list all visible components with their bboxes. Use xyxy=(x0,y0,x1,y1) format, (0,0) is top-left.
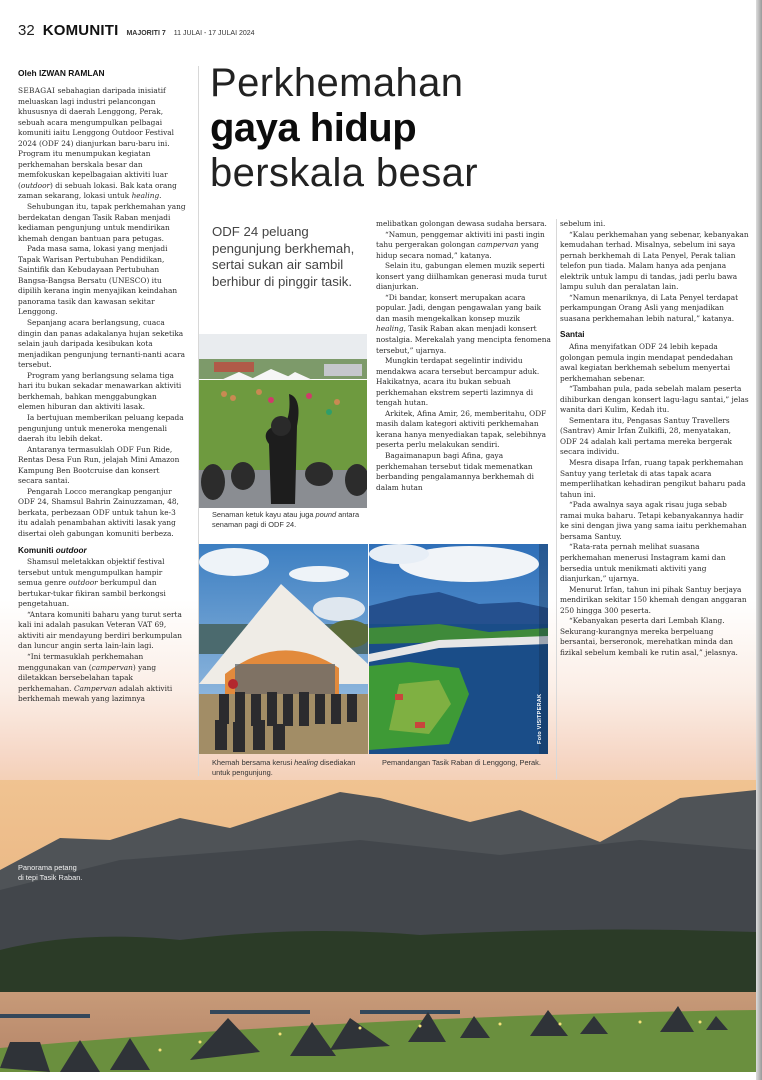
italic-term: outdoor xyxy=(68,578,98,588)
text-run: sebahagian daripada inisiatif meluaskan lagi industri pelancongan khususnya di daerah Lenggong, Perak, sebuah acara mengumpulkan pelbagai komuniti iaitu Lenggong Outdoor Festival 2024 (ODF 24) dianjurkan baru-baru ini. Program itu menumpukan kegiatan perkhemahan berskala besar dan memfokuskan kepelbagaian aktiviti luar ( xyxy=(18,86,174,190)
paragraph: Mungkin terdapat segelintir individu mendakwa acara tersebut bercampur aduk. Hakikatnya, acara itu bukan sebuah perkhemahan ekstrem seperti lazimnya di tengah hutan. xyxy=(376,356,540,408)
italic-term: Campervan xyxy=(73,683,117,693)
paragraph: sebelum ini. xyxy=(560,219,606,228)
paragraph: Sehubungan itu, tapak perkhemahan yang berdekatan dengan Tasik Raban menjadi kediaman pengunjung untuk mendirikan khemah dengan bantuan para petugas. xyxy=(18,202,186,243)
paragraph xyxy=(376,230,552,262)
article-column-3 xyxy=(376,219,552,493)
paragraph: Mesra disapa Irfan, ruang tapak perkhemahan Santuy yang terletak di atas tapak acara memperlihatkan kehadiran pengikut baharu pada tahun ini. xyxy=(560,458,746,499)
caption-text: Khemah bersama kerusi xyxy=(212,758,295,767)
paragraph: Bagaimanapun bagi Afina, gaya perkhemahan tersebut tidak memenatkan berbanding pengalamannya berkhemah di dalam hutan xyxy=(376,451,534,492)
paragraph xyxy=(18,557,186,610)
text-run: . xyxy=(159,191,162,201)
paragraph xyxy=(376,293,552,356)
tent-scene-image xyxy=(199,544,368,754)
article-column-4 xyxy=(560,219,750,658)
lead-word: SEBAGAI xyxy=(18,86,56,95)
italic-term: healing xyxy=(131,191,160,201)
subheading-komuniti-outdoor xyxy=(18,546,186,557)
caption-panorama xyxy=(18,863,82,883)
photo-exercise-session xyxy=(199,334,367,508)
paragraph: Sementara itu, Pengasas Santuy Travellers (Santrav) Amir Irfan Zulkifli, 28, menyatakan, ODF 24 adalah kali pertama mereka bergerak secara individu. xyxy=(560,415,732,457)
caption-text: antara senaman pagi di ODF 24. xyxy=(212,510,360,529)
caption-exercise xyxy=(212,510,368,529)
byline: Oleh IZWAN RAMLAN xyxy=(18,68,105,78)
article-column-1 xyxy=(18,68,186,705)
italic-term: healing xyxy=(376,324,404,334)
publication-name: MAJORITI 7 xyxy=(126,30,166,37)
subheading-santai: Santai xyxy=(560,330,585,340)
paragraph: Selain itu, gabungan elemen muzik seperti konsert yang diilhamkan generasi muda turut dianjurkan. xyxy=(376,261,547,292)
publication-date: 11 JULAI - 17 JULAI 2024 xyxy=(173,30,255,37)
body-text xyxy=(18,86,186,705)
headline xyxy=(210,60,550,196)
paragraph: Pengarah Locco merangkap penganjur ODF 24, Shamsul Bahrin Zainuzzaman, 48, berkata, perbezaan ODF untuk tahun ke-3 itu adalah penambahan aktiviti lasak yang disertai oleh gabungan komuniti berbeza. xyxy=(18,486,179,538)
subheading-text: Komuniti xyxy=(18,545,56,555)
paragraph xyxy=(18,652,186,705)
text-run: Shamsul meletakkan objektif festival tersebut untuk mengumpulkan hampir semua genre xyxy=(18,557,165,588)
text-run: ) di sebuah lokasi. Bak kata orang zaman sekarang, lokasi untuk xyxy=(18,180,177,201)
paragraph xyxy=(18,86,186,202)
page-number: 32 xyxy=(18,22,35,39)
photo-credit: Foto VISITPERAK xyxy=(537,693,543,744)
paragraph: Afina menyifatkan ODF 24 lebih kepada golongan pemula ingin mendapat pendedahan awal kegiatan berkhemah sebelum menyertai perkhemahan sebenar. xyxy=(560,342,733,383)
caption-line: Panorama petang xyxy=(18,863,77,872)
subheading-italic: outdoor xyxy=(55,545,87,555)
paragraph: “Pada awalnya saya agak risau juga sebab ramai muka baharu. Tetapi kebanyakannya hadir ke sini dengan jiwa yang sama iaitu perkhemahan bersama Santuy. xyxy=(560,500,747,541)
text-run: adalah aktiviti berkhemah mewah yang lazimnya xyxy=(18,683,173,704)
paragraph: “Namun menariknya, di Lata Penyel terdapat perkampungan Orang Asli yang menjadikan suasana perkhemahan lebih natural,” katanya. xyxy=(560,292,739,323)
page-header xyxy=(18,22,255,39)
paragraph: Ia bertujuan memberikan peluang kepada pengunjung untuk meneroka mengenali daerah itu lebih dekat. xyxy=(18,412,184,444)
text-run: ) yang diletakkan bersebelahan tapak perkhemahan. xyxy=(18,662,157,693)
paragraph: Program yang berlangsung selama tiga hari itu bukan sekadar menawarkan aktiviti berkhemah, bahkan menggabungkan elemen hiburan dan aktiviti lasak. xyxy=(18,370,182,412)
caption-tent xyxy=(212,758,368,777)
paragraph: “Kebanyakan peserta dari Lembah Klang. Sekurang-kurangnya mereka berpeluang bersantai, berseronok, merehatkan minda dan fizikal sebelum kembali ke rutin asal,” jelasnya. xyxy=(560,616,738,657)
caption-italic: healing xyxy=(294,758,318,767)
caption-italic: pound xyxy=(315,510,337,519)
paragraph: “Tambahan pula, pada sebelah malam peserta dihiburkan dengan konsert lagu-lagu santai,” jelas wanita dari Kulim, Kedah itu. xyxy=(560,384,749,415)
text-run: “Di bandar, konsert merupakan acara popular. Jadi, dengan pengawalan yang baik dan masih mengekalkan konsep muzik xyxy=(376,292,542,323)
paragraph: Antaranya termasuklah ODF Fun Ride, Rentas Desa Fun Run, jelajah Mini Amazon Kampung Ben Bootcruise dan konsert secara santai. xyxy=(18,444,180,486)
text-run: “Ini termasuklah perkhemahan menggunakan van ( xyxy=(18,651,144,672)
paragraph: Sepanjang acara berlangsung, cuaca dingin dan panas adakalanya hujan seketika selain jauh daripada kesibukan kota menjadikan pengunjung ternanti-nanti acara tersebut. xyxy=(18,318,186,370)
paragraph: Menurut Irfan, tahun ini pihak Santuy berjaya mendirikan sekitar 150 khemah dengan anggaran 250 hingga 300 peserta. xyxy=(560,584,747,615)
paragraph: “Kalau perkhemahan yang sebenar, kebanyakan kemudahan terhad. Misalnya, sebelum ini saya pernah berkhemah di Lata Penyel, Perak talian telefon pun tiada. Malam hanya ada penjana elektrik untuk lampu di tandas, jadi perlu bawa lampu suluh dan peralatan lain. xyxy=(560,229,749,292)
text-run: “Namun, penggemar aktiviti ini pasti ingin tahu pergerakan golongan xyxy=(376,229,545,250)
panorama-scene-image xyxy=(0,780,756,1072)
text-run: berkumpul dan bertukar-tukar fikiran sambil berkongsi pengetahuan. xyxy=(18,578,166,609)
paragraph: melibatkan golongan dewasa sudaha bersara. xyxy=(376,219,547,228)
paragraph: “Rata-rata pernah melihat suasana perkhemahan menerusi Instagram kami dan bersedia untuk menikmati aktiviti yang dianjurkan,” ujarnya. xyxy=(560,542,726,584)
photo-panorama-tasik-raban xyxy=(0,780,756,1072)
standfirst: ODF 24 peluang pengunjung berkhemah, sertai sukan air sambil berhibur di pinggir tasik. xyxy=(212,224,355,289)
paragraph: Pada masa sama, lokasi yang menjadi Tapak Warisan Pertubuhan Pendidikan, Saintifik dan Kebudayaan Pertubuhan Bangsa-Bangsa Bersatu (UNESCO) itu dipilih kerana ingin menyajikan keindahan panorama tasik dan kawasan sekitar Lenggong. xyxy=(18,244,178,317)
caption-line: di tepi Tasik Raban. xyxy=(18,873,83,882)
section-title: KOMUNITI xyxy=(42,22,119,39)
headline-line-1: Perkhemahan xyxy=(210,61,464,105)
text-run: yang hidup secara nomad,” katanya. xyxy=(376,240,539,260)
headline-line-3: berskala besar xyxy=(210,151,478,195)
column-divider xyxy=(556,219,557,779)
italic-term: campervan xyxy=(477,240,519,250)
paragraph: “Antara komuniti baharu yang turut serta kali ini adalah pasukan Veteran VAT 69, aktiviti air mendayung berdiri berkumpulan dan luncur angin serta lain-lain lagi. xyxy=(18,609,182,651)
italic-term: outdoor xyxy=(20,180,51,190)
headline-line-2: gaya hidup xyxy=(210,106,417,150)
exercise-scene-image xyxy=(199,334,367,508)
caption-text: Senaman ketuk kayu atau juga xyxy=(212,510,316,519)
caption-text: disediakan untuk pengunjung. xyxy=(212,758,356,777)
paragraph: Arkitek, Afina Amir, 26, memberitahu, ODF masih dalam kategori aktiviti perkhemahan kerana hanya menyediakan tapak, selebihnya peserta perlu melakukan sendiri. xyxy=(376,408,547,450)
photo-tent-with-chairs xyxy=(199,544,368,754)
lake-aerial-image xyxy=(369,544,548,754)
photo-lake-aerial xyxy=(369,544,548,754)
caption-lake: Pemandangan Tasik Raban di Lenggong, Perak. xyxy=(382,758,541,767)
text-run: , Tasik Raban akan menjadi konsert nostalgia. Merekalah yang mencipta fenomena tersebut,” ujarnya. xyxy=(376,324,551,355)
italic-term: campervan xyxy=(91,662,133,672)
page-edge-shadow xyxy=(756,0,762,1080)
